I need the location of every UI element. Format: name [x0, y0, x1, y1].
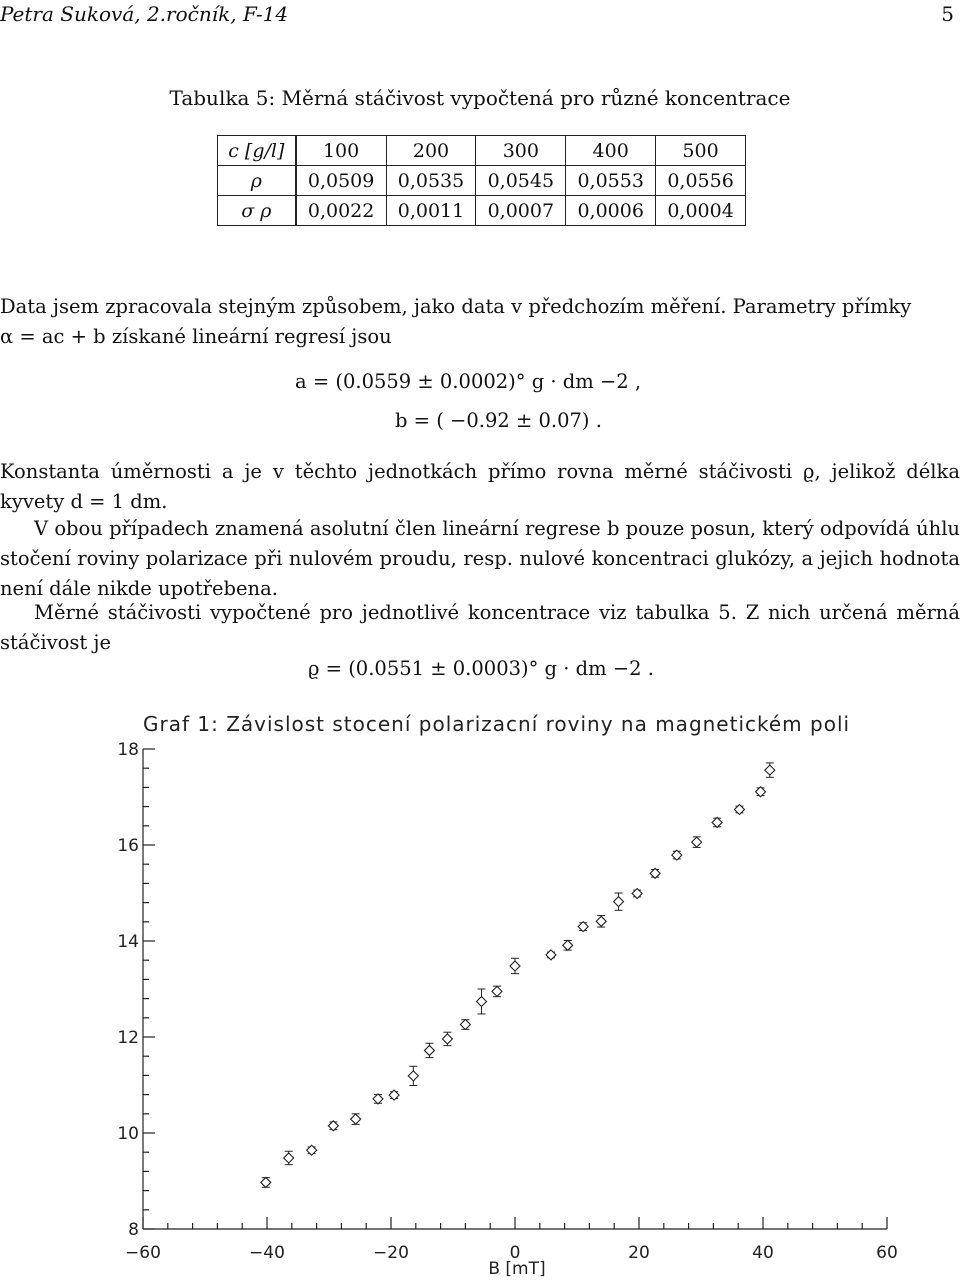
data-point [578, 922, 588, 932]
table-cell: 0,0509 [296, 166, 386, 196]
diamond-marker [692, 837, 702, 847]
diamond-marker [596, 916, 606, 926]
paragraph-absolute-term: V obou případech znamená asolutní člen lineární regrese b pouze posun, který odpovídá úhlu stočení roviny polarizace při nulovém proudu, resp. nulové koncentraci glukózy, a jejich hodnota není dále nikde upotřebena. [0, 517, 960, 600]
data-point [650, 868, 660, 878]
y-tick-label: 16 [117, 836, 139, 856]
table-cell: 0,0535 [386, 166, 476, 196]
paragraph-constant: Konstanta úměrnosti a je v těchto jednotkách přímo rovna měrné stáčivosti ϱ, jelikož délka kyvety d = 1 dm. [0, 460, 960, 513]
row-label: ρ [218, 166, 296, 196]
equation-a: a = (0.0559 ± 0.0002)° g · dm −2 , [295, 370, 642, 393]
data-point [546, 950, 556, 960]
x-tick-label: −60 [125, 1243, 161, 1263]
diamond-marker [284, 1153, 294, 1163]
data-point [389, 1090, 399, 1100]
diamond-marker [510, 961, 520, 971]
chart-title: Graf 1: Závislost stocení polarizacní roviny na magnetickém poli [143, 712, 851, 736]
concentration-table [217, 135, 746, 226]
diamond-marker [408, 1071, 418, 1081]
diamond-marker [351, 1114, 361, 1124]
x-tick-label: 60 [876, 1243, 898, 1263]
x-tick-label: 20 [628, 1243, 650, 1263]
paragraph-intro-line2: α = ac + b získané lineární regresí jsou [0, 325, 392, 348]
diamond-marker [460, 1020, 470, 1030]
table-cell: 500 [656, 136, 746, 166]
table-cell: 0,0556 [656, 166, 746, 196]
x-tick-label: −40 [249, 1243, 285, 1263]
data-point [477, 989, 487, 1014]
data-point [408, 1066, 418, 1085]
chart-ticks [117, 740, 897, 1263]
row-label: σ ρ [218, 196, 296, 226]
table-cell: 200 [386, 136, 476, 166]
diamond-marker [712, 817, 722, 827]
data-point [492, 986, 502, 997]
data-point [734, 804, 744, 814]
diamond-marker [563, 940, 573, 950]
diamond-marker [442, 1034, 452, 1044]
data-point [614, 893, 624, 910]
table-row [218, 196, 746, 226]
data-point [351, 1114, 361, 1125]
paragraph-intro-line1: Data jsem zpracovala stejným způsobem, jako data v předchozím měření. Parametry přímky [0, 295, 912, 318]
data-point [328, 1121, 338, 1131]
y-tick-label: 12 [117, 1028, 139, 1048]
data-point [307, 1145, 317, 1155]
page-number: 5 [941, 2, 954, 26]
data-point [756, 787, 766, 797]
data-point [712, 817, 722, 827]
y-tick-label: 18 [117, 740, 139, 760]
table-cell: 0,0007 [476, 196, 566, 226]
data-point [765, 763, 775, 777]
equation-rho: ϱ = (0.0551 ± 0.0003)° g · dm −2 . [308, 657, 654, 680]
graph-rotation-vs-field [0, 700, 960, 1284]
data-point [284, 1151, 294, 1164]
data-point [510, 958, 520, 973]
data-point [460, 1020, 470, 1030]
diamond-marker [614, 897, 624, 907]
table-row [218, 166, 746, 196]
data-point [442, 1032, 452, 1045]
table-cell: 0,0011 [386, 196, 476, 226]
chart-axes [143, 749, 887, 1229]
diamond-marker [373, 1094, 383, 1104]
data-point [373, 1094, 383, 1104]
data-point [692, 837, 702, 848]
data-point [632, 888, 642, 898]
y-tick-label: 14 [117, 932, 139, 952]
table-cell: 0,0022 [296, 196, 386, 226]
equation-b: b = ( −0.92 ± 0.07) . [395, 409, 602, 432]
x-tick-label: 40 [752, 1243, 774, 1263]
data-point [563, 940, 573, 950]
table-cell: 0,0545 [476, 166, 566, 196]
diamond-marker [492, 986, 502, 996]
table-cell: 0,0004 [656, 196, 746, 226]
data-point [424, 1043, 434, 1057]
table-cell: 300 [476, 136, 566, 166]
data-point [261, 1177, 271, 1187]
table-cell: 400 [566, 136, 656, 166]
x-tick-label: 0 [509, 1243, 521, 1263]
table-cell: 0,0006 [566, 196, 656, 226]
diamond-marker [261, 1177, 271, 1187]
diamond-marker [477, 996, 487, 1006]
diamond-marker [546, 950, 556, 960]
x-tick-label: −20 [373, 1243, 409, 1263]
paragraph-results: Měrné stáčivosti vypočtené pro jednotlivé koncentrace viz tabulka 5. Z nich určená měrná stáčivost je [0, 601, 960, 654]
table-caption: Tabulka 5: Měrná stáčivost vypočtená pro různé koncentrace [169, 86, 791, 110]
diamond-marker [424, 1045, 434, 1055]
data-point [596, 916, 606, 928]
table-cell: 100 [296, 136, 386, 166]
row-label: c [g/l] [218, 136, 296, 166]
data-points [261, 763, 775, 1188]
data-point [672, 850, 682, 860]
y-tick-label: 8 [128, 1220, 139, 1240]
x-axis-label: B [mT] [488, 1259, 546, 1279]
y-tick-label: 10 [117, 1124, 139, 1144]
header-author: Petra Suková, 2.ročník, F-14 [0, 2, 289, 26]
diamond-marker [765, 765, 775, 775]
table-cell: 0,0553 [566, 166, 656, 196]
table-row [218, 136, 746, 166]
